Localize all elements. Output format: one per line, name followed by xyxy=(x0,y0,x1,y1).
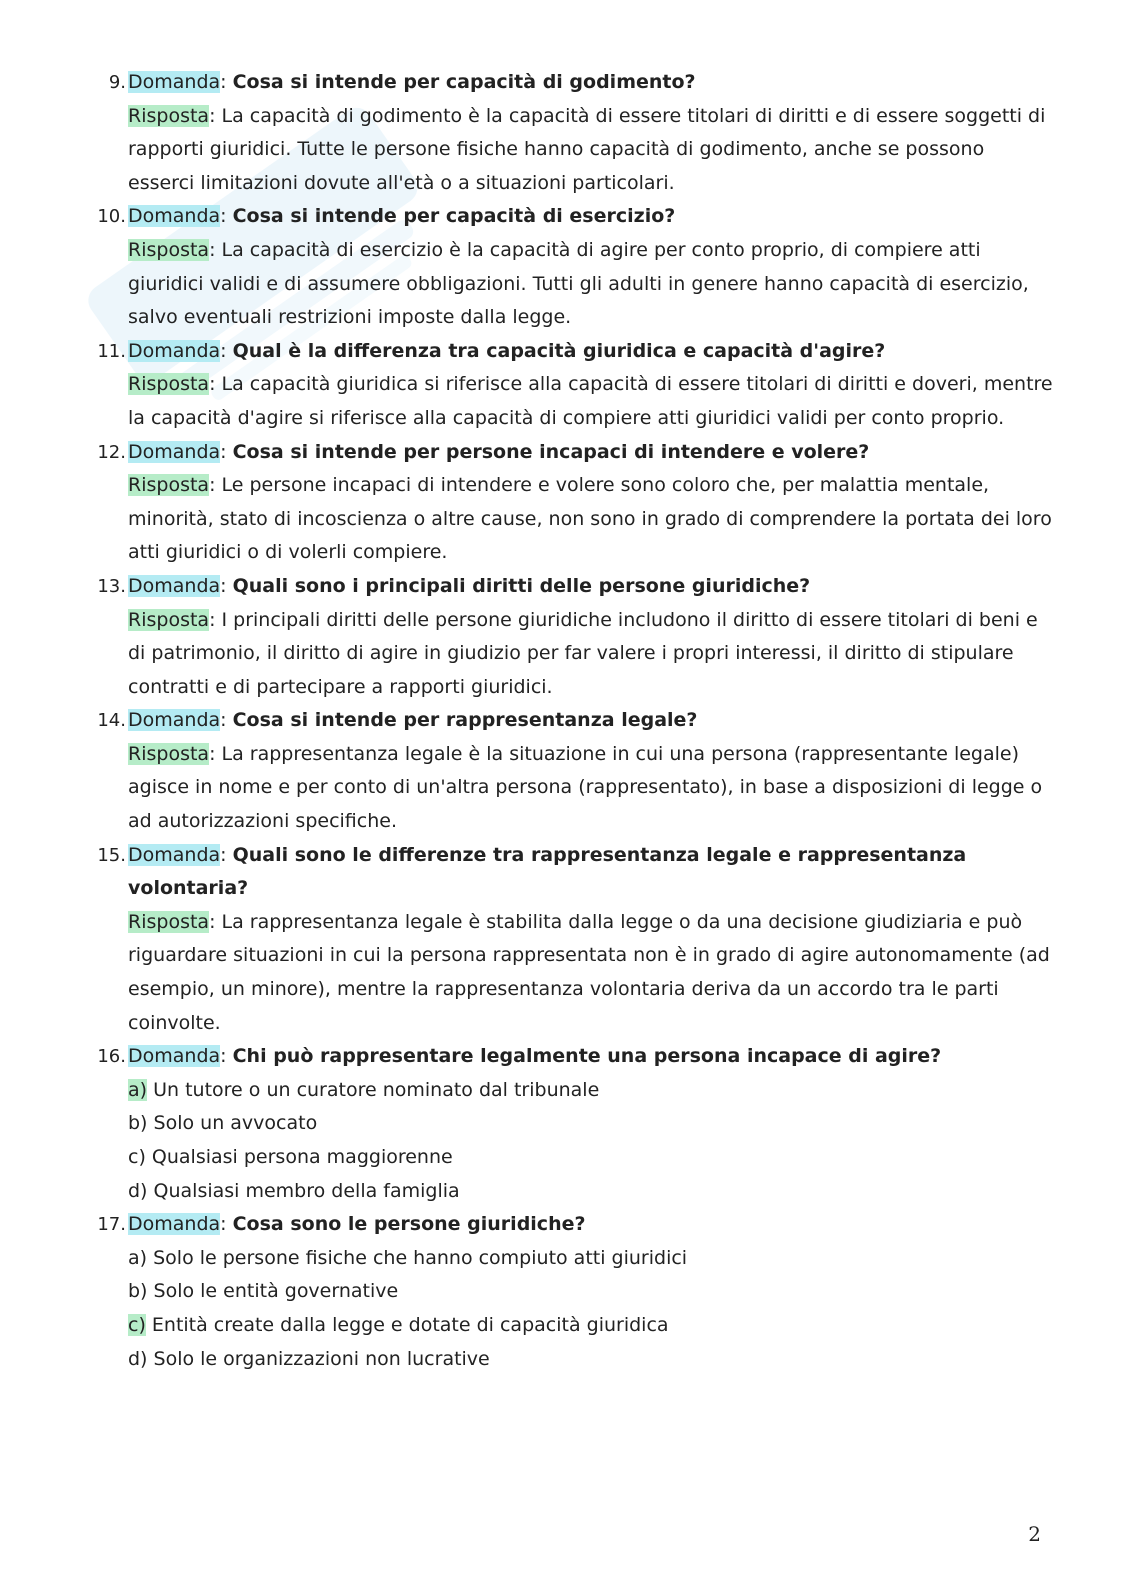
option-text: Qualsiasi membro della famiglia xyxy=(147,1179,460,1202)
question-text: Cosa si intende per capacità di esercizio? xyxy=(232,205,676,228)
item-number: 16. xyxy=(97,1046,126,1068)
option-text: Un tutore o un curatore nominato dal tribunale xyxy=(147,1078,600,1101)
correct-option-letter: a) xyxy=(128,1078,148,1101)
risposta-label: Risposta xyxy=(128,910,210,933)
item-number: 13. xyxy=(97,575,126,597)
question-line: Domanda: Cosa si intende per capacità di esercizio? xyxy=(128,205,676,228)
question-line: Domanda: Cosa si intende per rappresentanza legale? xyxy=(128,709,698,732)
domanda-label: Domanda xyxy=(128,71,221,93)
answer-option xyxy=(128,1175,1056,1209)
answer-text: : I principali diritti delle persone giuridiche includono il diritto di essere titolari di beni e di patrimonio, il diritto di agire in giudizio per far valere i propri interessi, il diritto di stipulare contratti e di partecipare a rapporti giuridici. xyxy=(128,608,1038,698)
domanda-label: Domanda xyxy=(128,1045,221,1068)
answer-option xyxy=(128,1074,1056,1108)
domanda-label: Domanda xyxy=(128,440,221,463)
option-letter: b) xyxy=(128,1280,148,1303)
multiple-choice-item xyxy=(96,1040,1056,1208)
risposta-label: Risposta xyxy=(128,742,210,765)
answer-line xyxy=(128,738,1056,839)
risposta-label: Risposta xyxy=(128,373,210,396)
answer-line xyxy=(128,469,1056,570)
answer-text: : La capacità giuridica si riferisce alla capacità di essere titolari di diritti e doveri, mentre la capacità d'agire si riferisce alla capacità di compiere atti giuridici validi per conto proprio. xyxy=(128,373,1053,429)
domanda-label: Domanda xyxy=(128,574,221,597)
option-letter: a) xyxy=(128,1246,148,1269)
answer-line xyxy=(128,100,1056,201)
question-text: Cosa si intende per capacità di godimento? xyxy=(232,71,696,93)
risposta-label: Risposta xyxy=(128,608,210,631)
question-text: Qual è la differenza tra capacità giuridica e capacità d'agire? xyxy=(232,339,886,362)
answer-option xyxy=(128,1242,1056,1276)
domanda-label: Domanda xyxy=(128,205,221,228)
answer-text: : La capacità di godimento è la capacità di essere titolari di diritti e di essere soggetti di rapporti giuridici. Tutte le persone fisiche hanno capacità di godimento, anche se possono esserci limitazioni dovute all'età o a situazioni particolari. xyxy=(128,104,1046,194)
answer-line xyxy=(128,234,1056,335)
answer-text: : La rappresentanza legale è stabilita dalla legge o da una decisione giudiziaria e può riguardare situazioni in cui la persona rappresentata non è in grado di agire autonomamente (ad esempio, un minore), mentre la rappresentanza volontaria deriva da un accordo tra le parti coinvolte. xyxy=(128,910,1050,1034)
qa-item xyxy=(96,200,1056,334)
qa-item xyxy=(96,66,1056,200)
qa-item xyxy=(96,704,1056,838)
question-line: Domanda: Quali sono i principali diritti delle persone giuridiche? xyxy=(128,574,811,597)
answer-option xyxy=(128,1309,1056,1343)
question-line: Domanda: Chi può rappresentare legalmente una persona incapace di agire? xyxy=(128,1045,942,1068)
answer-line xyxy=(128,604,1056,705)
correct-option-letter: c) xyxy=(128,1313,146,1336)
item-number: 17. xyxy=(97,1214,126,1236)
answer-text: : La capacità di esercizio è la capacità di agire per conto proprio, di compiere atti giuridici validi e di assumere obbligazioni. Tutti gli adulti in genere hanno capacità di esercizio, salvo eventuali restrizioni imposte dalla legge. xyxy=(128,238,1029,329)
answer-text: : Le persone incapaci di intendere e volere sono coloro che, per malattia mentale, minorità, stato di incoscienza o altre cause, non sono in grado di comprendere la portata dei loro atti giuridici o di volerli compiere. xyxy=(128,474,1052,564)
question-text: Cosa si intende per rappresentanza legale? xyxy=(232,709,698,732)
question-line: Domanda: Quali sono le differenze tra rappresentanza legale e rappresentanza volontaria? xyxy=(128,843,967,900)
answer-line xyxy=(128,368,1056,435)
risposta-label: Risposta xyxy=(128,238,210,261)
answer-line xyxy=(128,906,1056,1040)
option-letter: d) xyxy=(128,1179,148,1202)
question-line: Domanda: Qual è la differenza tra capacità giuridica e capacità d'agire? xyxy=(128,339,886,362)
item-number: 9. xyxy=(108,72,126,93)
question-text: Quali sono i principali diritti delle persone giuridiche? xyxy=(232,574,811,597)
domanda-label: Domanda xyxy=(128,1213,221,1236)
answer-option xyxy=(128,1141,1056,1175)
item-number: 10. xyxy=(97,206,126,228)
question-text: Cosa sono le persone giuridiche? xyxy=(232,1213,586,1236)
option-text: Solo le organizzazioni non lucrative xyxy=(147,1347,490,1370)
domanda-label: Domanda xyxy=(128,339,221,362)
answer-option xyxy=(128,1275,1056,1309)
question-list xyxy=(96,66,1056,1376)
option-text: Qualsiasi persona maggiorenne xyxy=(145,1146,453,1168)
qa-item xyxy=(96,335,1056,436)
option-letter: b) xyxy=(128,1112,148,1135)
answer-option xyxy=(128,1107,1056,1141)
qa-item xyxy=(96,839,1056,1041)
option-text: Solo un avvocato xyxy=(147,1112,318,1135)
item-number: 14. xyxy=(97,710,126,732)
option-text: Entità create dalla legge e dotate di capacità giuridica xyxy=(145,1313,669,1336)
question-line: Domanda: Cosa sono le persone giuridiche? xyxy=(128,1213,586,1236)
domanda-label: Domanda xyxy=(128,843,221,866)
option-text: Solo le persone fisiche che hanno compiuto atti giuridici xyxy=(147,1246,688,1269)
question-line: Domanda: Cosa si intende per capacità di godimento? xyxy=(128,71,696,93)
answer-option xyxy=(128,1343,1056,1377)
answer-text: : La rappresentanza legale è la situazione in cui una persona (rappresentante legale) agisce in nome e per conto di un'altra persona (rappresentato), in base a disposizioni di legge o ad autorizzazioni specifiche. xyxy=(128,742,1043,833)
question-text: Quali sono le differenze tra rappresentanza legale e rappresentanza volontaria? xyxy=(128,843,967,900)
qa-item xyxy=(96,570,1056,704)
option-text: Solo le entità governative xyxy=(147,1280,399,1303)
risposta-label: Risposta xyxy=(128,104,210,127)
option-letter: d) xyxy=(128,1347,148,1370)
risposta-label: Risposta xyxy=(128,474,210,497)
multiple-choice-item xyxy=(96,1208,1056,1376)
item-number: 15. xyxy=(97,844,126,866)
question-text: Cosa si intende per persone incapaci di intendere e volere? xyxy=(232,440,870,463)
item-number: 11. xyxy=(97,340,126,362)
page-number: 2 xyxy=(1028,1522,1041,1546)
item-number: 12. xyxy=(97,441,126,463)
question-text: Chi può rappresentare legalmente una persona incapace di agire? xyxy=(232,1045,942,1068)
option-letter: c) xyxy=(128,1146,146,1168)
domanda-label: Domanda xyxy=(128,709,221,732)
qa-item xyxy=(96,436,1056,570)
question-line: Domanda: Cosa si intende per persone incapaci di intendere e volere? xyxy=(128,440,870,463)
